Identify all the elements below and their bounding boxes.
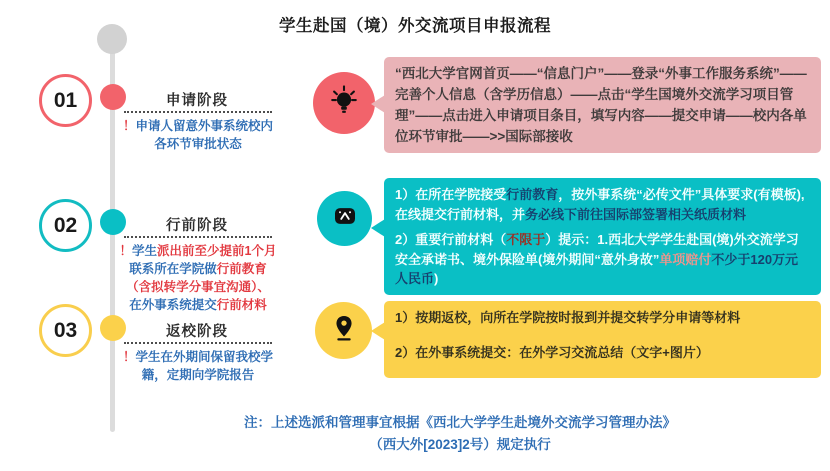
text-segment: 不限于 bbox=[506, 232, 546, 247]
stage-1-icon-circle bbox=[313, 72, 375, 134]
text-segment: 行前教育 bbox=[506, 187, 559, 202]
text-segment: 籍，定期向学院报告 bbox=[141, 368, 255, 383]
text-segment: 行前材料 bbox=[216, 298, 267, 313]
text-segment: 派出前至少提前1个月 bbox=[157, 244, 277, 258]
text-segment: ！ bbox=[122, 119, 136, 133]
text-segment: 2）在外事系统提交：在外学习交流总结（文字+图片） bbox=[395, 344, 709, 360]
stage-1-bubble-text bbox=[395, 64, 810, 148]
stage-3-divider bbox=[124, 342, 272, 344]
stage-2-icon-circle bbox=[317, 191, 372, 246]
text-segment: ) bbox=[434, 271, 439, 286]
stage-2-warning bbox=[106, 242, 290, 315]
stage-2-bubble-item-1 bbox=[395, 185, 810, 224]
stage-1-number: 01 bbox=[53, 88, 78, 112]
lightbulb-icon bbox=[327, 84, 361, 123]
warning-line bbox=[106, 278, 290, 296]
warning-line bbox=[106, 296, 290, 314]
stage-3-number: 03 bbox=[53, 318, 78, 342]
text-segment: 联系所在学院做 bbox=[129, 262, 217, 277]
stage-3-icon-circle bbox=[315, 302, 372, 359]
stage-2-bubble-item-2 bbox=[395, 230, 810, 289]
timeline-start-cap bbox=[97, 24, 127, 54]
footnote-line-2: （西大外[2023]2号）规定执行 bbox=[369, 437, 551, 453]
stage-1-number-badge bbox=[39, 74, 92, 127]
stage-1-label: 申请阶段 bbox=[166, 93, 228, 109]
stage-3-warning bbox=[113, 348, 283, 384]
text-segment: 申请人留意外事系统校内 bbox=[135, 119, 274, 133]
text-segment: 学生在外期间保留我校学 bbox=[135, 350, 274, 364]
stage-3-label: 返校阶段 bbox=[166, 324, 228, 340]
stage-1-bubble-pointer bbox=[371, 95, 385, 113]
text-segment: ，按外事系统“必传文件”具体要求(有模板),在线提交行前材料，并 bbox=[395, 187, 805, 222]
text-segment: ）提示：1.西北大学学生赴国(境)外交流学习安全承诺书、境外保险单(境外期间“意外身故” bbox=[395, 232, 799, 267]
stage-2-label: 行前阶段 bbox=[166, 218, 228, 234]
warning-line bbox=[106, 242, 290, 260]
text-segment: “西北大学官网首页——“信息门户”——登录“外事工作服务系统”——完善个人信息（含学历信息）——点击“学生国境外交流学习项目管理”——点击进入申请项目条目，填写内容——提交申请——校内各单位环节审批——>>国际部接收 bbox=[395, 66, 807, 144]
map-pin-icon bbox=[328, 312, 360, 349]
text-segment: 学生 bbox=[132, 244, 158, 258]
stage-1-warning bbox=[113, 117, 283, 153]
warning-line bbox=[113, 135, 283, 153]
text-segment: ！ bbox=[122, 350, 136, 364]
stage-2-divider bbox=[124, 236, 272, 238]
text-segment: 行前教育 bbox=[216, 262, 267, 277]
stage-2-bubble bbox=[384, 178, 821, 295]
compass-icon bbox=[330, 201, 360, 236]
stage-3-bubble-pointer bbox=[371, 322, 385, 340]
text-segment: 1）按期返校，向所在学院按时报到并提交转学分申请等材料 bbox=[395, 310, 741, 325]
text-segment: 2）重要行前材料（ bbox=[395, 232, 507, 247]
warning-line bbox=[106, 260, 290, 278]
text-segment: ！ bbox=[119, 244, 133, 258]
stage-3-number-badge bbox=[39, 304, 92, 357]
text-segment: 务必线下前往国际部签署相关纸质材料 bbox=[525, 206, 747, 222]
warning-line bbox=[113, 348, 283, 366]
text-segment: 各环节审批状态 bbox=[154, 137, 242, 152]
stage-1-bubble bbox=[384, 57, 821, 153]
stage-2-bubble-pointer bbox=[371, 219, 385, 237]
stage-2-number-badge bbox=[39, 199, 92, 252]
text-segment: 在外事系统提交 bbox=[129, 298, 217, 313]
stage-3-bubble-item-1 bbox=[395, 308, 810, 328]
warning-line bbox=[113, 366, 283, 384]
stage-1-divider bbox=[124, 111, 272, 113]
stage-3-bubble bbox=[384, 301, 821, 378]
page-title: 学生赴国（境）外交流项目申报流程 bbox=[279, 17, 551, 35]
footnote-line-1: 注：上述选派和管理事宜根据《西北大学学生赴境外交流学习管理办法》 bbox=[244, 415, 676, 430]
stage-2-number: 02 bbox=[53, 213, 78, 237]
footnote bbox=[100, 412, 820, 457]
stage-3-bubble-item-2 bbox=[395, 343, 810, 363]
text-segment: 不少于120万元人民币 bbox=[395, 251, 799, 286]
text-segment: （含拟转学分事宜沟通）、 bbox=[126, 280, 270, 295]
text-segment: 单项赔付 bbox=[659, 251, 712, 267]
text-segment: 1）在所在学院接受 bbox=[395, 187, 507, 202]
warning-line bbox=[113, 117, 283, 135]
